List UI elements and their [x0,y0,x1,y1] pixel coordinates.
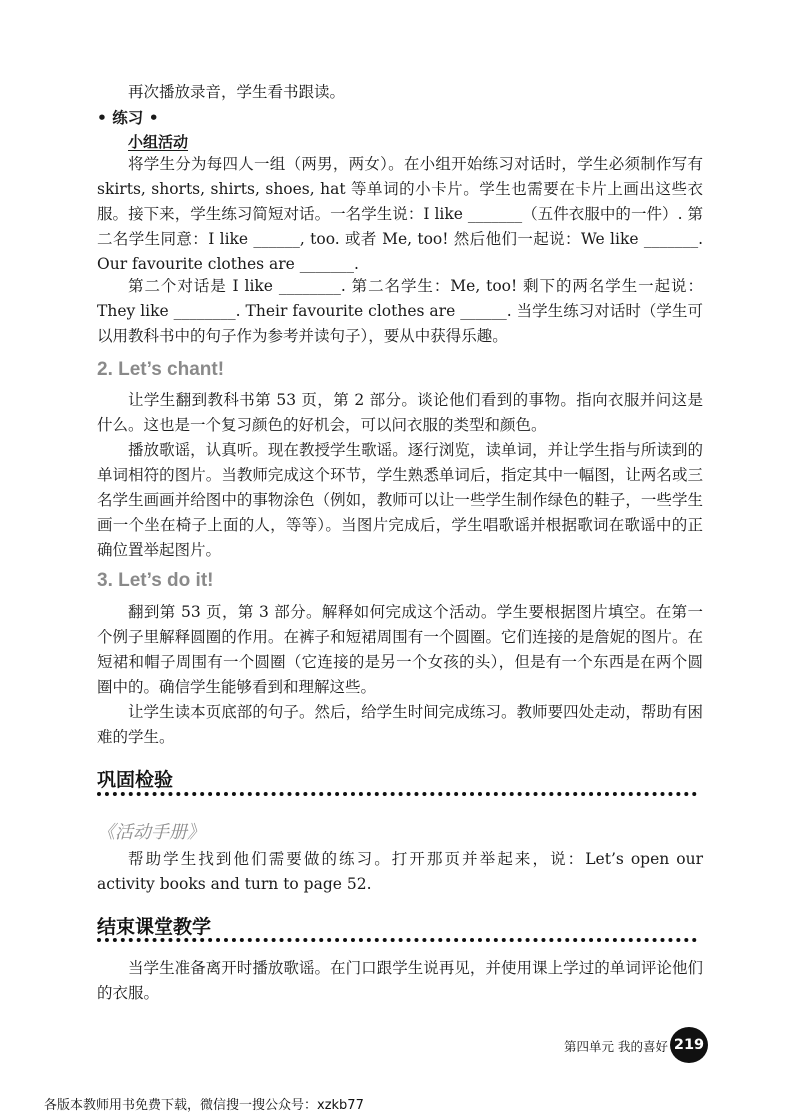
page-number-badge: 219 [670,1027,708,1063]
practice-heading: • 练习 • [97,109,159,127]
group-activity-subheading: 小组活动 [128,133,189,151]
unit-label: 第四单元 我的喜好 [564,1039,668,1054]
closing-heading: 结束课堂教学 [97,916,212,938]
closing-paragraph: 当学生准备离开时播放歌谣。在门口跟学生说再见，并使用课上学过的单词评论他们的衣服。 [97,959,703,1002]
intro-paragraph: 再次播放录音，学生看书跟读。 [128,83,346,101]
chant-paragraph-1: 让学生翻到教科书第 53 页，第 2 部分。谈论他们看到的事物。指向衣服并问这是什么。这也是一个复习颜色的好机会，可以问衣服的类型和颜色。 [97,391,703,434]
consolidate-heading: 巩固检验 [97,769,174,791]
activity-book-title: 《活动手册》 [97,822,205,843]
doit-paragraph-2: 让学生读本页底部的句子。然后，给学生时间完成练习。教师要四处走动，帮助有困难的学生。 [97,703,703,746]
consolidate-divider [97,792,697,796]
chant-paragraph-2: 播放歌谣，认真听。现在教授学生歌谣。逐行浏览，读单词，并让学生指与所读到的单词相符的图片。当教师完成这个环节，学生熟悉单词后，指定其中一幅图，让两名或三名学生画画并给图中的事物涂色（例如，教师可以让一些学生制作绿色的鞋子，一些学生画一个坐在椅子上面的人，等等）。当图片完成后，学生唱歌谣并根据歌词在歌谣中的正确位置举起图片。 [97,441,703,559]
watermark-text: 各版本教师用书免费下载，微信搜一搜公众号：xzkb77 [44,1098,364,1113]
chant-section-title: 2. Let’s chant! [97,359,225,380]
doit-section-title: 3. Let’s do it! [97,570,214,591]
practice-paragraph-2: 第二个对话是 I like ________. 第二名学生：Me, too! 剩下的两名学生一起说：They like ________. Their favourite clothes are ______. 当学生练习对话时（学生可以用教科书中的句子作为参考并读句子），要从中获得乐趣。 [97,277,703,345]
closing-divider [97,938,697,942]
practice-paragraph-1: 将学生分为每四人一组（两男，两女）。在小组开始练习对话时，学生必须制作写有 skirts, shorts, shirts, shoes, hat 等单词的小卡片。学生也需要在卡片上画出这些衣服。接下来，学生练习简短对话。一名学生说：I like _______（五件衣服中的一件）. 第二名学生同意：I like ______, too. 或者 Me, too! 然后他们一起说：We like _______. Our favourite clothes are _______. [97,155,703,273]
doit-paragraph-1: 翻到第 53 页，第 3 部分。解释如何完成这个活动。学生要根据图片填空。在第一个例子里解释圆圈的作用。在裤子和短裙周围有一个圆圈。它们连接的是詹妮的图片。在短裙和帽子周围有一个圆圈（它连接的是另一个女孩的头），但是有一个东西是在两个圆圈中的。确信学生能够看到和理解这些。 [97,603,703,696]
consolidate-paragraph: 帮助学生找到他们需要做的练习。打开那页并举起来，说：Let’s open our activity books and turn to page 52. [97,850,703,893]
